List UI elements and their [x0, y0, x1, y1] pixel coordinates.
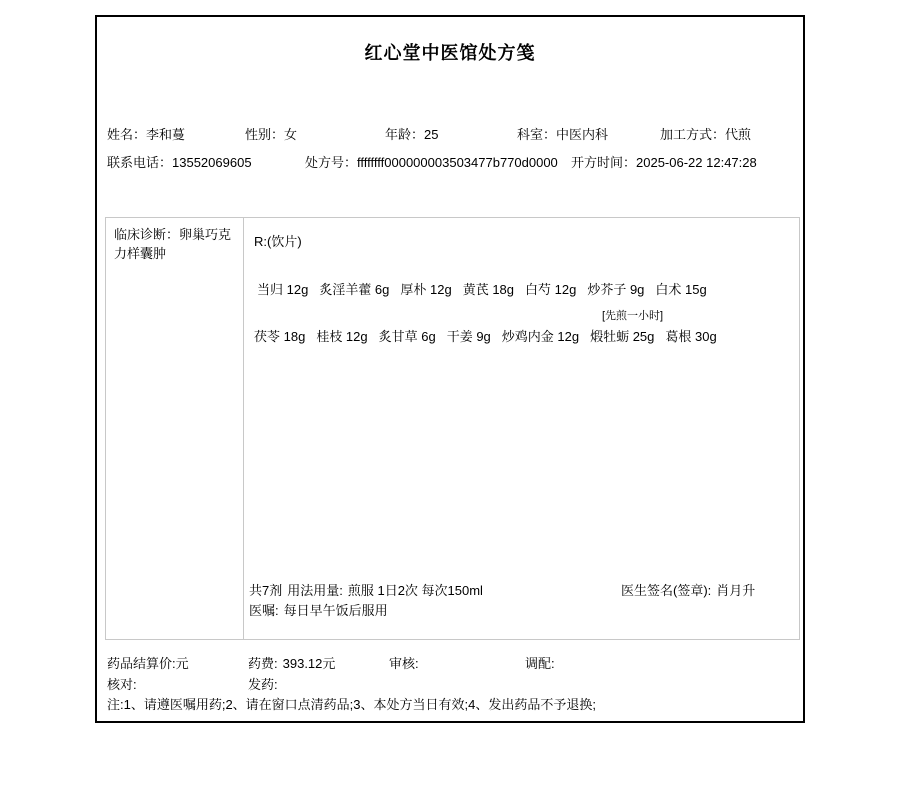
processing-method-value: 代煎: [725, 127, 752, 142]
patient-gender-label: 性别：: [245, 127, 285, 142]
rx-number-value: ffffffff000000003503477b770d0000: [357, 155, 558, 170]
fee-value: 393.12元: [282, 656, 336, 671]
settlement-price-value: 元: [175, 656, 189, 671]
fee-field: [248, 653, 335, 672]
herb-line-1: [257, 279, 718, 298]
processing-method-label: 加工方式：: [660, 127, 726, 142]
herb-item: 煅牡蛎 25g: [590, 329, 655, 344]
decoct-first-note: [先煎一小时]: [602, 310, 664, 322]
herb-item: 炒芥子 9g: [587, 282, 645, 297]
issue-field: 发药:: [248, 677, 278, 692]
herb-item: 白芍 12g: [525, 282, 577, 297]
patient-age-value: 25: [424, 127, 439, 142]
advice-value: 每日早午饭后服用: [283, 603, 388, 618]
issue-time-value: 2025-06-22 12:47:28: [636, 155, 757, 170]
dosage-usage-line: [249, 580, 483, 599]
patient-department-label: 科室：: [517, 127, 557, 142]
patient-department-field: [517, 124, 608, 143]
doctor-signature-name: 肖月升: [716, 583, 756, 598]
herb-item: 炙淫羊藿 6g: [319, 282, 390, 297]
herb-item: 葛根 30g: [665, 329, 717, 344]
patient-age-field: [385, 124, 438, 143]
patient-department-value: 中医内科: [556, 127, 609, 142]
usage-label: 用法用量:: [287, 583, 343, 598]
rx-content-area: [244, 218, 799, 639]
herb-item: 当归 12g: [257, 282, 309, 297]
herb-item: 黄芪 18g: [462, 282, 515, 297]
total-doses: 共7剂: [249, 583, 283, 598]
doctor-signature-field: [621, 580, 755, 599]
herb-item: 炙甘草 6g: [378, 329, 436, 344]
usage-value: 煎服 1日2次 每次150ml: [347, 583, 483, 598]
patient-name-label: 姓名：: [107, 127, 147, 142]
diagnosis-label: 临床诊断：: [114, 227, 180, 242]
fee-label: 药费:: [248, 656, 278, 671]
herb-item: 炒鸡内金 12g: [501, 329, 580, 344]
rx-header: R:(饮片): [254, 234, 302, 249]
phone-field: [107, 152, 252, 171]
rx-number-label: 处方号：: [305, 155, 358, 170]
processing-method-field: [660, 124, 751, 143]
check-field: 核对:: [107, 677, 137, 692]
patient-gender-field: [245, 124, 297, 143]
patient-gender-value: 女: [284, 127, 298, 142]
footer-note: 注:1、请遵医嘱用药;2、请在窗口点清药品;3、本处方当日有效;4、发出药品不予退换;: [107, 697, 596, 712]
phone-value: 13552069605: [172, 155, 252, 170]
herb-item: 桂枝 12g: [316, 329, 368, 344]
rx-number-field: [305, 152, 558, 171]
settlement-price-label: 药品结算价:: [107, 656, 176, 671]
patient-name-field: [107, 124, 185, 143]
review-field: 审核:: [389, 656, 419, 671]
herb-item: 厚朴 12g: [400, 282, 452, 297]
issue-time-field: [571, 152, 757, 171]
herb-line-2: [254, 326, 728, 345]
page-title: 红心堂中医馆处方笺: [364, 43, 536, 63]
issue-time-label: 开方时间：: [571, 155, 637, 170]
settlement-price-field: [107, 653, 189, 672]
patient-age-label: 年龄：: [385, 127, 425, 142]
doctor-signature-label: 医生签名(签章):: [621, 583, 712, 598]
patient-name-value: 李和蔓: [146, 127, 186, 142]
advice-label: 医嘱:: [249, 603, 279, 618]
herb-item: 白术 15g: [655, 282, 707, 297]
herb-item: 茯苓 18g: [254, 329, 306, 344]
dispense-field: 调配:: [525, 656, 555, 671]
clinical-diagnosis: [106, 218, 244, 639]
diagnosis-value: 卵巢巧克力样囊肿: [114, 227, 232, 261]
prescription-body-box: [105, 217, 800, 640]
herb-item: 干姜 9g: [446, 329, 491, 344]
prescription-sheet: [95, 15, 805, 723]
medical-advice-field: [249, 600, 388, 619]
phone-label: 联系电话：: [107, 155, 173, 170]
